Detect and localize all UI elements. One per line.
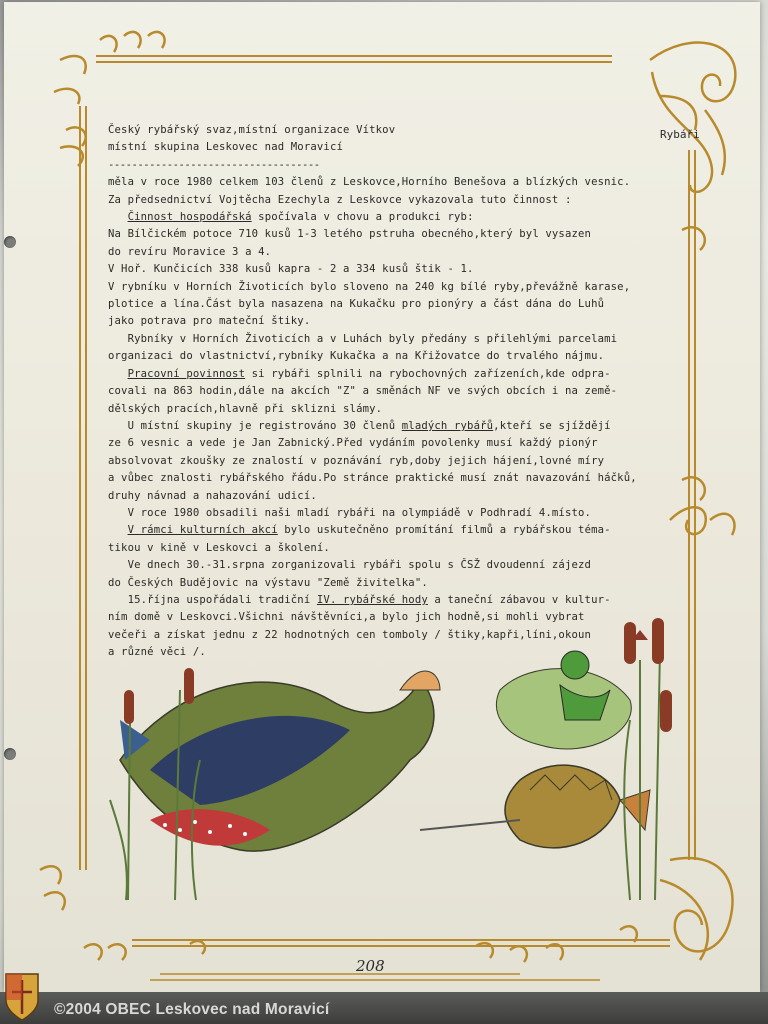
text-segment: absolvovat zkoušky ze znalostí v poznávání ryb,doby jejich hájení,lovné míry <box>108 454 605 467</box>
text-line <box>108 313 688 330</box>
text-segment <box>108 368 128 380</box>
text-line <box>108 192 688 209</box>
text-line <box>108 592 688 609</box>
text-line <box>108 540 688 557</box>
text-segment: bylo uskutečněno promítání filmů a rybářskou téma- <box>277 524 611 537</box>
text-segment: jako potrava pro mateční štiky. <box>108 315 311 328</box>
text-segment: ,kteří se sjíždějí <box>493 419 611 432</box>
text-line <box>108 296 688 313</box>
text-segment: a taneční zábavou v kultur- <box>427 593 611 606</box>
text-line <box>108 366 688 383</box>
text-line <box>108 557 688 574</box>
text-line <box>108 453 688 470</box>
underlined-heading: Pracovní povinnost <box>127 367 246 380</box>
text-segment: 15.října uspořádali tradiční <box>108 593 317 606</box>
text-segment: plotice a lína.Část byla nasazena na Kukačku pro pionýry a část dána do Luhů <box>108 298 605 311</box>
text-line <box>108 209 688 226</box>
text-segment: covali na 863 hodin,dále na akcích "Z" a směnách NF ve svých obcích i na země- <box>108 385 618 398</box>
text-segment <box>108 524 128 536</box>
text-segment <box>108 211 128 223</box>
text-segment: Na Bílčickém potoce 710 kusů 1-3 letého pstruha obecného,který byl vysazen <box>108 228 592 241</box>
text-line <box>108 331 688 348</box>
text-line <box>108 244 688 261</box>
copyright-text: ©2004 OBEC Leskovec nad Moravicí <box>54 1001 330 1018</box>
text-segment: Za předsednictví Vojtěcha Ezechyla z Leskovce vykazovala tuto činnost : <box>108 193 572 206</box>
text-segment: U místní skupiny je registrováno 30 členů <box>108 419 402 432</box>
text-line <box>108 644 688 661</box>
underlined-heading: mladých rybářů <box>401 419 494 432</box>
text-segment: druhy návnad a nahazování udicí. <box>108 489 317 502</box>
text-line <box>108 122 688 139</box>
text-line <box>108 488 688 505</box>
text-segment: si rybáři splnili na rybochovných zařízeních,kde odpra- <box>245 367 611 380</box>
text-segment: a různé věci /. <box>108 646 206 659</box>
text-segment: do Českých Budějovic na výstavu "Země živitelka". <box>108 576 428 589</box>
underlined-heading: Činnost hospodářská <box>127 211 252 224</box>
text-segment: měla v roce 1980 celkem 103 členů z Leskovce,Horního Benešova a blízkých vesnic. <box>108 176 631 189</box>
text-line <box>108 279 688 296</box>
text-line <box>108 401 688 418</box>
text-line <box>108 157 688 174</box>
text-line <box>108 261 688 278</box>
text-segment: Rybníky v Horních Životicích a v Luhách byly předány s přilehlými parcelami <box>108 332 618 345</box>
underlined-heading: IV. rybářské hody <box>316 593 428 606</box>
text-line <box>108 418 688 435</box>
text-line <box>108 226 688 243</box>
crest-icon <box>2 970 42 1022</box>
text-segment: organizaci do vlastnictví,rybníky Kukačka a na Křižovatce do trvalého nájmu. <box>108 350 605 363</box>
text-segment: ze 6 vesnic a vede je Jan Zabnický.Před vydáním povolenky musí každý pionýr <box>108 437 598 450</box>
text-segment: do revíru Moravice 3 a 4. <box>108 245 272 258</box>
text-line <box>108 139 688 156</box>
text-segment: ním domě v Leskovci.Všichni návštěvníci,a bylo jich hodně,si mohli vybrat <box>108 611 585 624</box>
text-line <box>108 575 688 592</box>
text-segment: ------------------------------------ <box>108 158 320 171</box>
text-segment: tikou v kině v Leskovci a školení. <box>108 541 330 554</box>
text-line <box>108 348 688 365</box>
text-segment: Ve dnech 30.-31.srpna zorganizovali rybáři spolu s ČSŽ dvoudenní zájezd <box>108 559 592 572</box>
text-segment: spočívala v chovu a produkci ryb: <box>251 211 474 224</box>
text-segment: Český rybářský svaz,místní organizace Vítkov <box>108 124 396 136</box>
text-segment: V rybníku v Horních Životicích bylo sloveno na 240 kg bílé ryby,převážně karase, <box>108 280 631 293</box>
text-segment: V roce 1980 obsadili naši mladí rybáři na olympiádě v Podhradí 4.místo. <box>108 506 592 519</box>
text-segment: a vůbec znalosti rybářského řádu.Po stránce praktické musí znát navazování háčků, <box>108 472 637 485</box>
text-line <box>108 383 688 400</box>
corner-label: Rybáři <box>660 128 700 141</box>
text-segment: V Hoř. Kunčicích 338 kusů kapra - 2 a 334 kusů štik - 1. <box>108 263 474 276</box>
text-line <box>108 609 688 626</box>
text-line <box>108 522 688 539</box>
text-line <box>108 435 688 452</box>
text-line <box>108 470 688 487</box>
text-segment: místní skupina Leskovec nad Moravicí <box>108 141 344 154</box>
text-line <box>108 174 688 191</box>
page-number: 208 <box>356 957 385 975</box>
document-body <box>108 122 688 662</box>
text-line <box>108 627 688 644</box>
text-line <box>108 505 688 522</box>
text-segment: dělských pracích,hlavně při sklizni slámy. <box>108 402 383 415</box>
underlined-heading: V rámci kulturních akcí <box>127 524 278 537</box>
text-segment: večeři a získat jednu z 22 hodnotných cen tomboly / štiky,kapři,líni,okoun <box>108 628 592 641</box>
fish-illustration <box>120 630 650 851</box>
